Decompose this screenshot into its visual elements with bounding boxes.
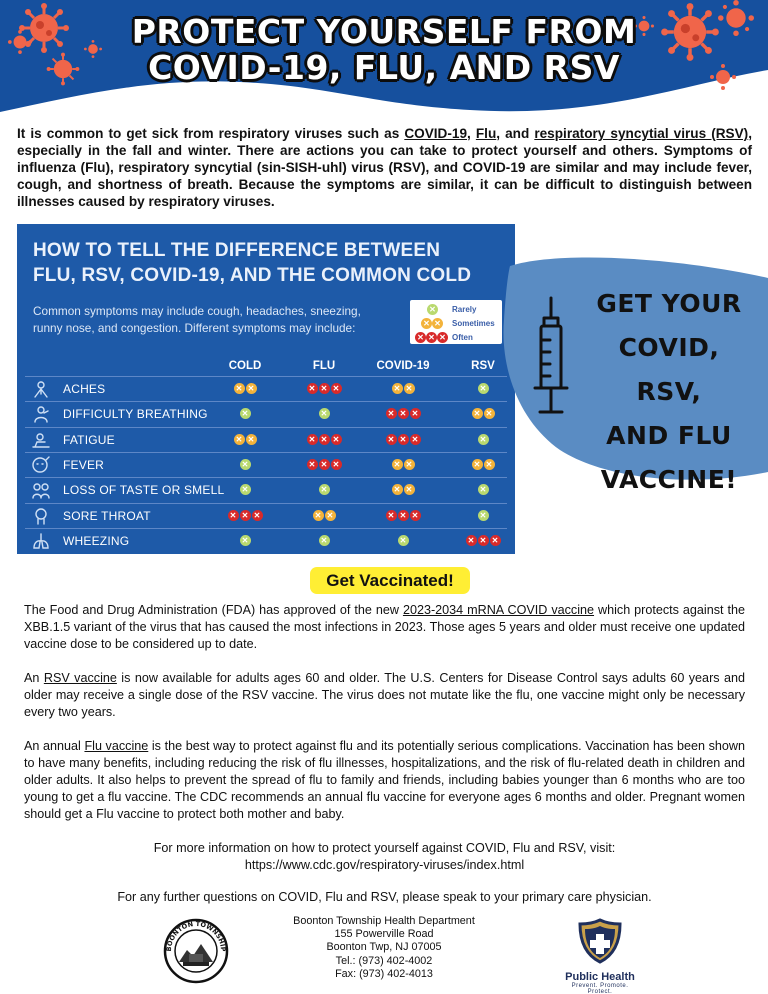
symptom-cell-rsv xyxy=(448,535,518,547)
chart-subtitle-line: runny nose, and congestion. Different symptoms may include: xyxy=(33,321,356,335)
page-title xyxy=(0,14,768,86)
address-block xyxy=(284,915,484,981)
seal-text: BOONTON TOWNSHIP xyxy=(164,919,228,952)
legend-sometimes xyxy=(421,317,495,329)
table-row xyxy=(25,401,507,426)
column-header-rsv: RSV xyxy=(471,360,495,372)
column-header-flu: FLU xyxy=(312,360,336,372)
symptom-cell-covid-19 xyxy=(368,408,438,420)
rsv-link[interactable]: respiratory syncytial virus (RSV) xyxy=(534,126,749,141)
public-health-logo xyxy=(560,918,640,994)
legend-rarely xyxy=(427,303,477,315)
para-text: The Food and Drug Administration (FDA) has approved of the new xyxy=(24,603,403,617)
rarely-dot-icon: ✕ xyxy=(478,510,489,521)
often-dot-icon: ✕ xyxy=(490,535,501,546)
side-callout-line: COVID, RSV, xyxy=(618,333,720,406)
para-text: is now available for adults ages 60 and older. The U.S. Centers for Disease Control says adults 60 years and older may receive a single dose of the RSV vaccine. The virus does not mutate like the flu, one vaccine might only be necessary every two years. xyxy=(24,671,745,719)
mrna-vaccine-link[interactable]: 2023-2034 mRNA COVID vaccine xyxy=(402,603,595,617)
sometimes-dot-icon: ✕ xyxy=(325,510,336,521)
lungs-icon xyxy=(31,532,51,550)
symptom-cell-cold xyxy=(210,535,280,547)
often-dot-icon: ✕ xyxy=(410,434,421,445)
para-text: An xyxy=(24,671,44,685)
breathing-icon xyxy=(31,405,51,423)
often-dot-icon: ✕ xyxy=(466,535,477,546)
symptom-cell-cold xyxy=(210,434,280,446)
side-callout-line: GET YOUR xyxy=(596,289,742,318)
symptom-cell-flu xyxy=(289,510,359,522)
symptom-cell-covid-19 xyxy=(368,434,438,446)
aches-icon xyxy=(31,380,51,398)
sometimes-dot-icon: ✕ xyxy=(484,459,495,470)
fatigue-icon xyxy=(31,431,51,449)
often-dot-icon: ✕ xyxy=(398,408,409,419)
get-vaccinated-banner: Get Vaccinated! xyxy=(310,567,470,594)
sometimes-dot-icon: ✕ xyxy=(404,484,415,495)
address-line: Boonton Township Health Department xyxy=(293,915,475,927)
sometimes-dot-icon: ✕ xyxy=(234,434,245,445)
sometimes-dot-icon: ✕ xyxy=(392,484,403,495)
chart-title xyxy=(33,238,471,288)
symptom-cell-cold xyxy=(210,459,280,471)
legend-label: Sometimes xyxy=(452,318,495,328)
table-row xyxy=(25,452,507,477)
title-line-2: COVID-19, FLU, AND RSV xyxy=(148,48,620,87)
flu-paragraph xyxy=(24,738,745,823)
chart-title-line: FLU, RSV, COVID-19, AND THE COMMON COLD xyxy=(33,265,472,286)
symptom-label: LOSS OF TASTE OR SMELL xyxy=(63,483,225,498)
often-dot-icon: ✕ xyxy=(437,332,448,343)
often-dot-icon: ✕ xyxy=(386,434,397,445)
rarely-dot-icon: ✕ xyxy=(319,484,330,495)
often-dot-icon: ✕ xyxy=(386,408,397,419)
often-dot-icon: ✕ xyxy=(478,535,489,546)
further-questions: For any further questions on COVID, Flu and RSV, please speak to your primary care physician. xyxy=(117,890,652,904)
rarely-dot-icon: ✕ xyxy=(240,408,251,419)
public-health-title: Public Health xyxy=(565,971,635,983)
symptom-label: FATIGUE xyxy=(63,432,115,447)
legend-often xyxy=(415,331,473,343)
side-callout-line: AND FLU xyxy=(606,421,732,450)
more-info xyxy=(24,840,745,874)
address-line: Tel.: (973) 402-4002 xyxy=(335,954,433,967)
legend-label: Rarely xyxy=(452,304,477,314)
symptom-label: FEVER xyxy=(63,457,105,472)
flu-vaccine-link[interactable]: Flu vaccine xyxy=(84,739,149,753)
intro-sep: , xyxy=(467,126,476,141)
chart-legend xyxy=(410,300,502,344)
symptom-cell-flu xyxy=(289,434,359,446)
table-row xyxy=(25,503,507,528)
para-text: which protects against the XBB.1.5 variant of the virus that has caused the most infections in 2023. Those ages 5 years and older must receive one updated vaccine dose to be considered up to date. xyxy=(24,603,746,651)
table-row xyxy=(25,477,507,502)
sometimes-dot-icon: ✕ xyxy=(484,408,495,419)
often-dot-icon: ✕ xyxy=(319,383,330,394)
flu-link[interactable]: Flu xyxy=(475,126,497,141)
sometimes-dot-icon: ✕ xyxy=(421,318,432,329)
symptom-cell-flu xyxy=(289,484,359,496)
symptom-cell-covid-19 xyxy=(368,383,438,395)
often-dot-icon: ✕ xyxy=(331,459,342,470)
symptom-label: SORE THROAT xyxy=(63,508,151,523)
symptom-cell-covid-19 xyxy=(368,484,438,496)
sometimes-dot-icon: ✕ xyxy=(432,318,443,329)
often-dot-icon: ✕ xyxy=(307,434,318,445)
rsv-paragraph xyxy=(24,670,745,721)
sometimes-dot-icon: ✕ xyxy=(404,459,415,470)
often-dot-icon: ✕ xyxy=(386,510,397,521)
taste-smell-icon xyxy=(31,481,51,499)
public-health-shield-icon xyxy=(578,918,622,964)
title-line-1: PROTECT YOURSELF FROM xyxy=(131,12,637,51)
sometimes-dot-icon: ✕ xyxy=(392,459,403,470)
often-dot-icon: ✕ xyxy=(410,510,421,521)
sometimes-dot-icon: ✕ xyxy=(246,383,257,394)
para-text: An annual xyxy=(24,739,85,753)
chart-subtitle xyxy=(33,303,393,337)
often-dot-icon: ✕ xyxy=(331,383,342,394)
symptom-cell-cold xyxy=(210,484,280,496)
intro-text: , especially in the fall and winter. There are actions you can take to protect yourself and others. Symptoms of influenza (Flu), respiratory syncytial (sin-SISH-uhl) virus (RSV), and COVID-19 are similar and may include fever, cough, and shortness of breath. Because the symptoms are similar, it can be difficult to distinguish between illnesses caused by respiratory viruses. xyxy=(17,126,752,209)
chart-title-line: HOW TO TELL THE DIFFERENCE BETWEEN xyxy=(33,240,441,261)
address-line: Boonton Twp, NJ 07005 xyxy=(326,941,442,954)
symptom-cell-cold xyxy=(210,408,280,420)
often-dot-icon: ✕ xyxy=(307,459,318,470)
sometimes-dot-icon: ✕ xyxy=(404,383,415,394)
para-text: is the best way to protect against flu and its potentially serious complications. Vaccination has been shown to have many benefits, including reducing the risk of flu illnesses, hospitalizations, and the risk of flu-related death in children and older adults. It also helps to prevent the spread of flu to family and friends, including babies younger than 6 months who are too young to get a flu vaccine. The CDC recommends an annual flu vaccine for everyone ages 6 months and older. Pregnant women should get a Flu vaccine to protect both mother and baby. xyxy=(24,739,745,821)
sometimes-dot-icon: ✕ xyxy=(472,408,483,419)
header-banner xyxy=(0,0,768,118)
often-dot-icon: ✕ xyxy=(319,459,330,470)
often-dot-icon: ✕ xyxy=(240,510,251,521)
township-seal xyxy=(163,918,229,984)
address-line: 155 Powerville Road xyxy=(334,928,434,941)
symptom-cell-cold xyxy=(210,383,280,395)
legend-label: Often xyxy=(452,332,473,342)
intro-sep: , and xyxy=(496,126,535,141)
rarely-dot-icon: ✕ xyxy=(478,383,489,394)
rarely-dot-icon: ✕ xyxy=(240,459,251,470)
chart-subtitle-line: Common symptoms may include cough, headaches, sneezing, xyxy=(33,304,361,318)
side-callout xyxy=(584,282,754,502)
fda-paragraph xyxy=(24,602,745,653)
symptom-label: WHEEZING xyxy=(63,533,130,548)
column-header-covid: COVID-19 xyxy=(376,360,430,372)
sometimes-dot-icon: ✕ xyxy=(234,383,245,394)
rarely-dot-icon: ✕ xyxy=(478,434,489,445)
symptom-cell-flu xyxy=(289,408,359,420)
intro-paragraph xyxy=(17,125,752,210)
symptom-label: DIFFICULTY BREATHING xyxy=(63,407,208,422)
rsv-vaccine-link[interactable]: RSV vaccine xyxy=(43,671,117,685)
symptom-chart xyxy=(17,224,515,554)
syringe-icon xyxy=(532,296,570,426)
cdc-url-link[interactable]: https://www.cdc.gov/respiratory-viruses/index.html xyxy=(244,858,525,872)
often-dot-icon: ✕ xyxy=(331,434,342,445)
symptom-cell-covid-19 xyxy=(368,510,438,522)
symptom-cell-flu xyxy=(289,535,359,547)
often-dot-icon: ✕ xyxy=(319,434,330,445)
often-dot-icon: ✕ xyxy=(307,383,318,394)
often-dot-icon: ✕ xyxy=(426,332,437,343)
intro-text: It is common to get sick from respiratory viruses such as xyxy=(17,126,405,141)
often-dot-icon: ✕ xyxy=(252,510,263,521)
more-info-text: For more information on how to protect yourself against COVID, Flu and RSV, visit: xyxy=(153,841,616,855)
table-row xyxy=(25,528,507,553)
sometimes-dot-icon: ✕ xyxy=(472,459,483,470)
sore-throat-icon xyxy=(31,507,51,525)
symptom-cell-flu xyxy=(289,383,359,395)
covid-link[interactable]: COVID-19 xyxy=(404,126,468,141)
rarely-dot-icon: ✕ xyxy=(240,535,251,546)
symptom-cell-covid-19 xyxy=(368,459,438,471)
symptom-cell-cold xyxy=(210,510,280,522)
symptom-cell-covid-19 xyxy=(368,535,438,547)
often-dot-icon: ✕ xyxy=(398,434,409,445)
address-line: Fax: (973) 402-4013 xyxy=(335,967,433,980)
rarely-dot-icon: ✕ xyxy=(427,304,438,315)
symptom-label: ACHES xyxy=(63,382,106,396)
rarely-dot-icon: ✕ xyxy=(398,535,409,546)
rarely-dot-icon: ✕ xyxy=(478,484,489,495)
often-dot-icon: ✕ xyxy=(398,510,409,521)
column-header-cold: COLD xyxy=(228,360,262,372)
side-callout-line: VACCINE! xyxy=(600,465,738,494)
sometimes-dot-icon: ✕ xyxy=(392,383,403,394)
rarely-dot-icon: ✕ xyxy=(319,535,330,546)
often-dot-icon: ✕ xyxy=(410,408,421,419)
symptom-cell-flu xyxy=(289,459,359,471)
rarely-dot-icon: ✕ xyxy=(240,484,251,495)
symptom-cell-rsv xyxy=(448,510,518,522)
rarely-dot-icon: ✕ xyxy=(319,408,330,419)
table-row xyxy=(25,376,507,401)
public-health-tagline: Prevent. Promote. Protect. xyxy=(571,983,629,994)
often-dot-icon: ✕ xyxy=(228,510,239,521)
table-row xyxy=(25,427,507,452)
fever-icon xyxy=(31,456,51,474)
sometimes-dot-icon: ✕ xyxy=(246,434,257,445)
sometimes-dot-icon: ✕ xyxy=(313,510,324,521)
often-dot-icon: ✕ xyxy=(415,332,426,343)
